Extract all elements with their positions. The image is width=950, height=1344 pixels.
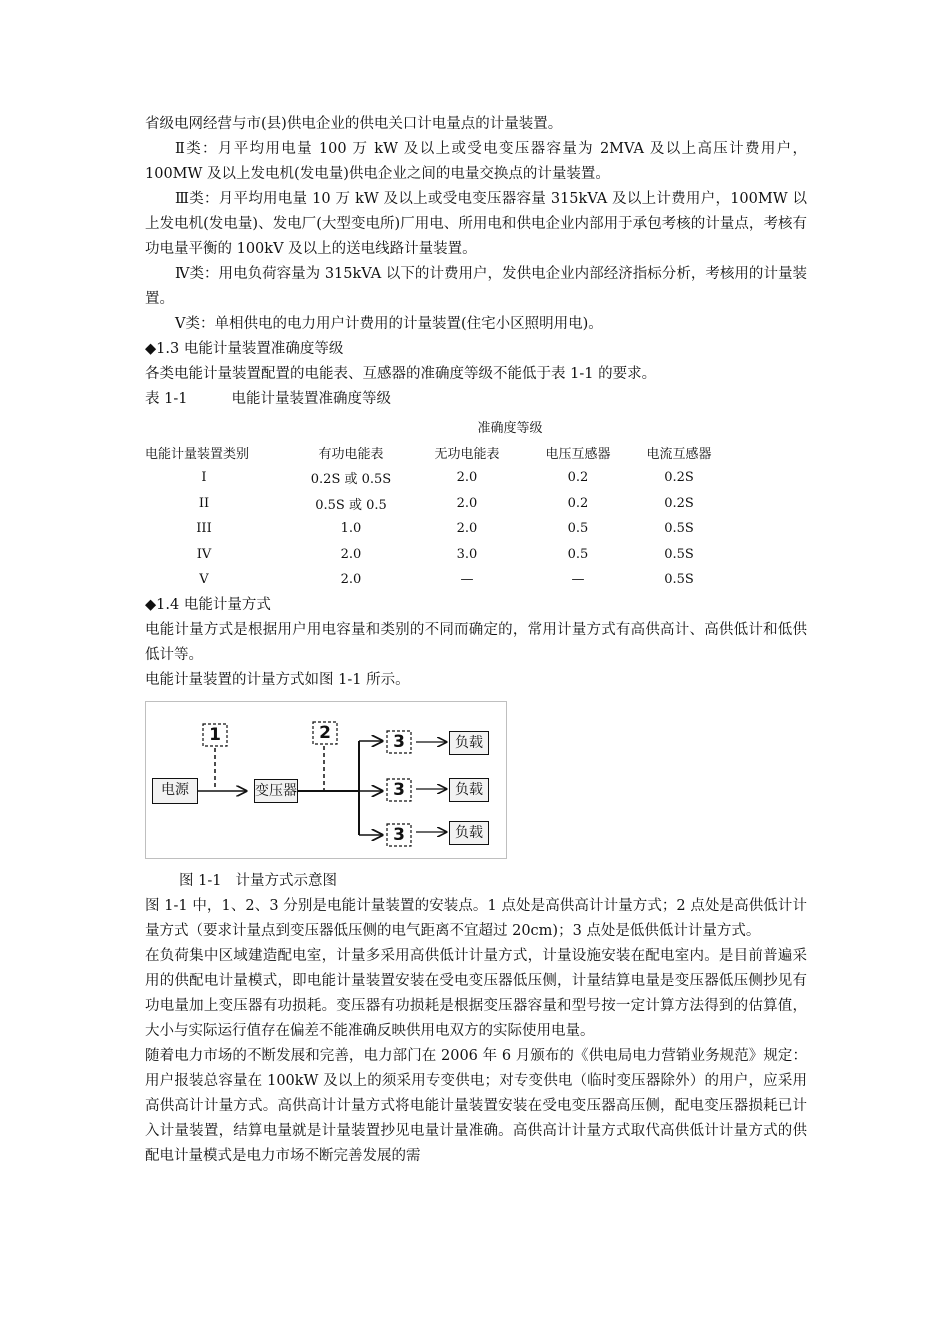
table-cell: IV [196,546,212,562]
table-cell: II [198,495,210,511]
table-header-cell: 有功电能表 [318,446,384,462]
section-1-4-heading: ◆1.4 电能计量方式 [145,596,271,613]
table-row [145,516,727,542]
table-cell: V [199,572,209,588]
table-header-row [145,440,727,466]
paragraph-class-5: Ⅴ类：单相供电的电力用户计费用的计量装置(住宅小区照明用电)。 [175,316,603,332]
table-cell: 0.5S [664,546,694,562]
load-box: 负载 [449,821,489,845]
table-cell: — [571,572,585,588]
table-row [145,567,727,593]
power-source-box: 电源 [152,778,198,804]
table-cell: III [196,521,212,537]
table-group-header-row [145,414,727,440]
point-3-label: 3 [393,824,405,845]
table-cell: 0.5S 或 0.5 [315,497,387,513]
point-2-label: 2 [319,722,331,743]
point-3-label: 3 [393,731,405,752]
accuracy-table [145,414,727,593]
table-cell: 0.5S [664,572,694,588]
section-1-4-figure-ref: 电能计量装置的计量方式如图 1-1 所示。 [145,671,410,688]
table-cell: I [201,470,207,486]
table-cell: 0.2S [664,470,694,486]
point-1-label: 1 [209,724,221,745]
paragraph-class-4: Ⅳ类：用电负荷容量为 315kVA 以下的计费用户，发供电企业内部经济指标分析，考核用的计量装置。 [145,266,807,307]
table-cell: 0.2S [664,495,694,511]
table-group-header: 准确度等级 [477,421,543,437]
table-cell: 3.0 [456,546,478,562]
table-cell: 2.0 [340,546,362,562]
table-row [145,542,727,568]
table-cell: 0.2 [567,495,589,511]
table-row [145,491,727,517]
table-cell: 1.0 [340,521,362,537]
table-header-cell: 电压互感器 [545,446,611,462]
section-1-4-text: 电能计量方式是根据用户用电容量和类别的不同而确定的，常用计量方式有高供高计、高供低计和低供低计等。 [145,621,807,663]
figure-title: 计量方式示意图 [235,872,337,889]
table-cell: 2.0 [340,572,362,588]
table-title: 电能计量装置准确度等级 [231,391,391,407]
table-header-cell: 无功电能表 [434,446,500,462]
table-cell: 0.5 [567,546,589,562]
paragraph-class-2: Ⅱ类：月平均用电量 100 万 kW 及以上或受电变压器容量为 2MVA 及以上高压计费用户，100MW 及以上发电机(发电量)供电企业之间的电量交换点的计量装置。 [145,141,807,182]
load-box: 负载 [449,731,489,755]
section-1-3-text: 各类电能计量装置配置的电能表、互感器的准确度等级不能低于表 1-1 的要求。 [145,366,657,382]
metering-diagram [145,701,507,859]
table-cell: 2.0 [456,470,478,486]
figure-number: 图 1-1 [179,872,222,889]
table-cell: 0.2 [567,470,589,486]
section-1-3-heading: ◆1.3 电能计量装置准确度等级 [145,341,344,357]
document-page [145,112,807,1169]
table-cell: 0.5S [664,521,694,537]
table-header-cell: 电流互感器 [646,446,712,462]
table-caption [145,387,807,412]
transformer-box: 变压器 [254,779,298,803]
table-row [145,465,727,491]
table-cell: 2.0 [456,495,478,511]
load-box: 负载 [449,778,489,802]
table-number: 表 1-1 [145,391,188,407]
table-cell: 0.2S 或 0.5S [310,472,392,488]
paragraph-bottom-1: 在负荷集中区域建造配电室，计量多采用高供低计计量方式，计量设施安装在配电室内。是目前普遍采用的供配电计量模式，即电能计量装置安装在受电变压器低压侧，计量结算电量是变压器低压侧抄见有功电量加上变压器有功损耗。变压器有功损耗是根据变压器容量和型号按一定计算方法得到的估算值，大小与实际运行值存在偏差不能准确反映供用电双方的实际使用电量。 [145,947,807,1039]
figure-caption [145,869,807,894]
paragraph-top-0: 省级电网经营与市(县)供电企业的供电关口计电量点的计量装置。 [145,116,563,132]
paragraph-bottom-0: 图 1-1 中，1、2、3 分别是电能计量装置的安装点。1 点处是高供高计计量方式；2 点处是高供低计计量方式（要求计量点到变压器低压侧的电气距离不宜超过 20cm)；3 点处是低供低计计量方式。 [145,897,807,939]
point-3-label: 3 [393,779,405,800]
paragraph-class-3: Ⅲ类：月平均用电量 10 万 kW 及以上或受电变压器容量 315kVA 及以上计费用户，100MW 以上发电机(发电量)、发电厂(大型变电所)厂用电、所用电和供电企业内部用于承包考核的计量点，考核有功电量平衡的 100kV 及以上的送电线路计量装置。 [145,191,807,257]
table-cell: 0.5 [567,521,589,537]
paragraph-bottom-2: 随着电力市场的不断发展和完善，电力部门在 2006 年 6 月颁布的《供电局电力营销业务规范》规定：用户报装总容量在 100kW 及以上的须采用专变供电；对专变供电（临时变压器除外）的用户，应采用高供高计计量方式。高供高计计量方式将电能计量装置安装在受电变压器高压侧，配电变压器损耗已计入计量装置，结算电量就是计量装置抄见电量计量准确。高供高计计量方式取代高供低计计量方式的供配电计量模式是电力市场不断完善发展的需 [145,1047,807,1164]
table-cell: — [460,572,474,588]
table-cell: 2.0 [456,521,478,537]
table-header-cell: 电能计量装置类别 [145,446,250,462]
